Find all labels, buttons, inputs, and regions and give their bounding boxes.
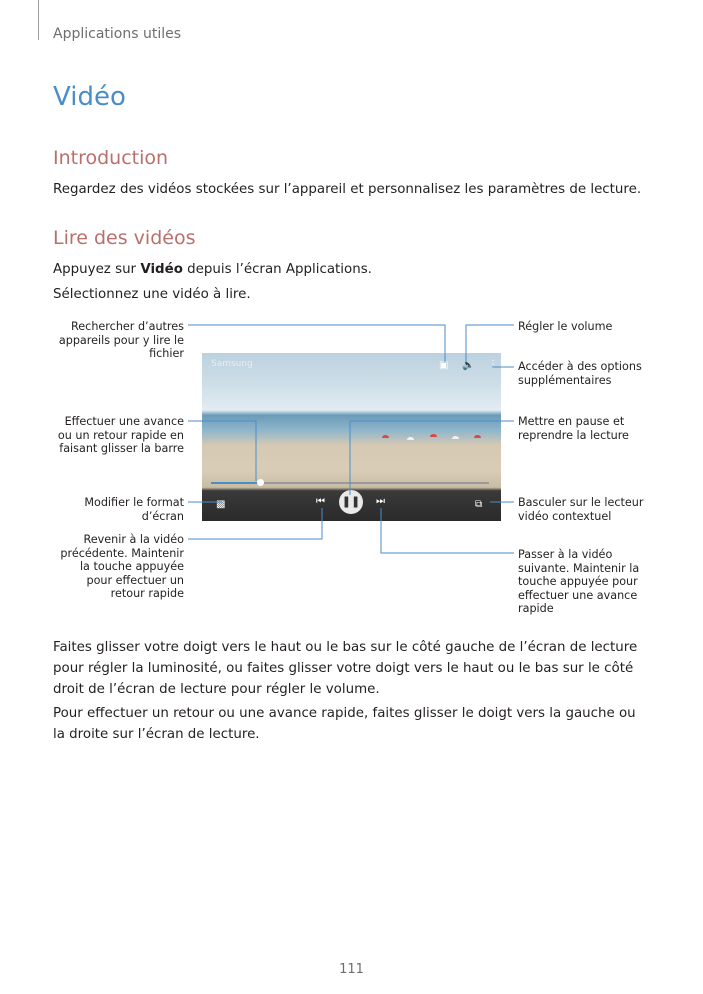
callout-volume: Régler le volume	[518, 320, 613, 333]
volume-icon[interactable]: 🔈	[462, 360, 475, 371]
introduction-text: Regardez des vidéos stockées sur l’appareil et personnalisez les paramètres de lecture.	[53, 182, 642, 197]
introduction-heading: Introduction	[53, 147, 169, 169]
step-2: Sélectionnez une vidéo à lire.	[53, 287, 251, 302]
callout-previous: Revenir à la vidéo précédente. Maintenir la touche appuyée pour effectuer un retour rapide	[60, 533, 184, 600]
app-name-video: Vidéo	[140, 262, 183, 277]
callout-aspect-ratio: Modifier le format d’écran	[84, 496, 184, 523]
more-vertical-icon[interactable]: ⋮	[488, 359, 498, 370]
video-brand-label: Samsung	[211, 359, 253, 369]
section-header: Applications utiles	[53, 26, 182, 42]
callout-pause: Mettre en pause et reprendre la lecture	[518, 415, 629, 442]
callout-popup-player: Basculer sur le lecteur vidéo contextuel	[518, 496, 644, 523]
step-1: Appuyez sur Vidéo depuis l’écran Applications.	[53, 262, 372, 277]
next-icon[interactable]: ⏭	[376, 496, 385, 507]
body-paragraph-brightness: Faites glisser votre doigt vers le haut ou le bas sur le côté gauche de l’écran de lecture pour régler la luminosité, ou faites glisser votre doigt vers le haut ou le bas sur le côté droit de l’écran de lecture pour régler le volume.	[53, 640, 638, 697]
page-title: Vidéo	[53, 82, 126, 112]
callout-options: Accéder à des options supplémentaires	[518, 360, 642, 387]
body-paragraph-seek: Pour effectuer un retour ou une avance rapide, faites glisser le doigt vers la gauche ou la droite sur l’écran de lecture.	[53, 706, 636, 742]
play-heading: Lire des vidéos	[53, 227, 196, 249]
callout-search-devices: Rechercher d’autres appareils pour y lire le fichier	[58, 320, 184, 360]
callout-next: Passer à la vidéo suivante. Maintenir la touche appuyée pour effectuer une avance rapide	[518, 548, 640, 615]
callout-seek-bar: Effectuer une avance ou un retour rapide en faisant glisser la barre	[57, 415, 184, 455]
page-number: 111	[339, 962, 364, 977]
previous-icon[interactable]: ⏮	[316, 496, 325, 507]
cast-icon[interactable]: ▣	[439, 360, 449, 371]
pause-icon[interactable]: ❚❚	[339, 490, 363, 514]
popup-player-icon[interactable]: ⧉	[475, 499, 483, 510]
aspect-ratio-icon[interactable]: ▩	[216, 499, 226, 510]
